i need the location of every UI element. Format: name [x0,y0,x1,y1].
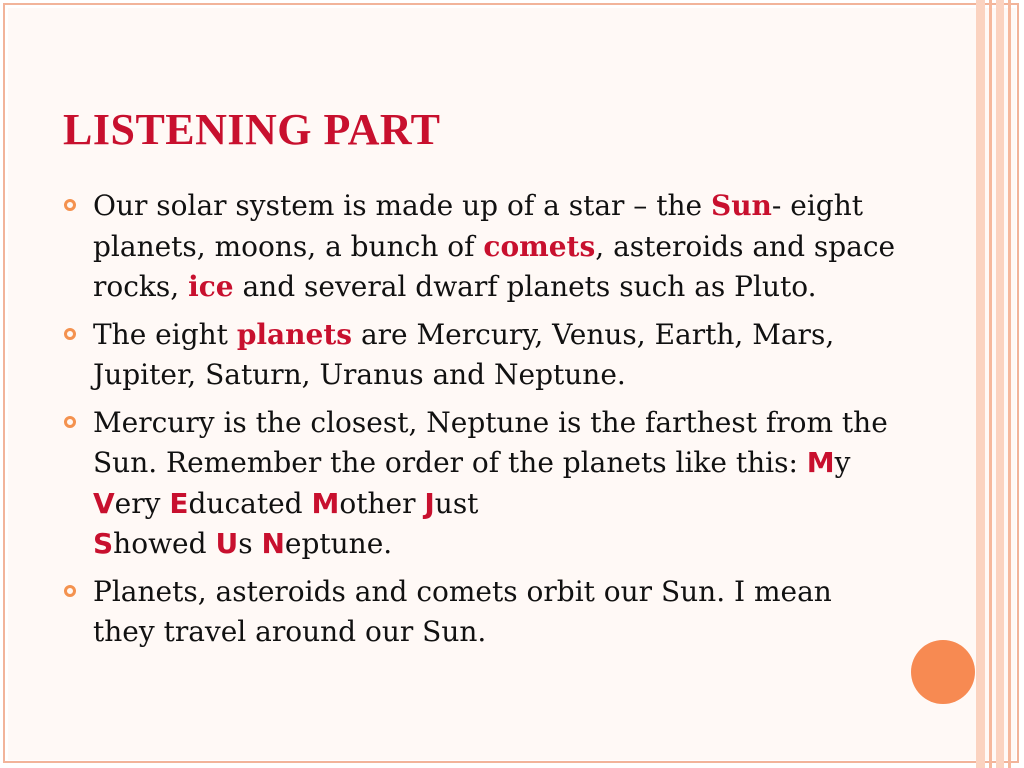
mnemonic-letter: J [424,486,435,520]
mnemonic-rest: other [339,486,425,520]
mnemonic-rest: ery [114,486,170,520]
bullet-text: Planets, asteroids and comets orbit our Sun. I mean they travel around our Sun. [93,574,832,648]
highlight-word: Sun [710,189,772,222]
accent-dot [911,640,975,704]
mnemonic-letter: M [311,486,340,520]
highlight-word: comets [483,229,596,263]
decor-stripe [989,0,992,768]
decor-stripe [996,0,1004,768]
decor-stripe [1008,0,1011,768]
mnemonic-letter: S [93,527,114,560]
mnemonic-letter: M [806,446,835,479]
bullet-ring-icon [64,585,76,597]
text-run: The eight [93,317,237,351]
mnemonic-rest: ust [434,486,479,520]
text-run: Mercury is the closest, Neptune is the farthest from the Sun. Remember the order of the planets like this: [93,405,888,479]
text-run: are Mercury, Venus, Earth, Mars, Jupiter, Saturn, Uranus and Neptune. [93,317,835,391]
mnemonic-rest: y [834,446,851,479]
bullet-item [62,572,902,653]
highlight-word: planets [236,317,353,351]
text-run: Our solar system is made up of a star – the [93,189,711,222]
mnemonic-rest: eptune. [284,527,393,560]
bullet-text [93,186,902,308]
mnemonic-letter: N [261,527,285,560]
mnemonic-letter: V [93,486,115,520]
bullet-text [93,403,902,565]
text-run: and several dwarf planets such as Pluto. [233,270,817,303]
bullet-list [62,186,902,660]
mnemonic-rest: howed [113,527,216,560]
mnemonic-rest: s [238,527,262,560]
slide-title: LISTENING PART [63,105,441,154]
highlight-word: ice [188,270,234,303]
bullet-text [93,315,902,396]
bullet-item [62,403,902,565]
mnemonic-letter: E [169,486,189,520]
text-run: - eight planets, moons, a bunch of [93,189,864,263]
bullet-ring-icon [64,328,76,340]
bullet-ring-icon [64,199,76,211]
mnemonic-rest: ducated [188,486,312,520]
bullet-item [62,186,902,308]
mnemonic-letter: U [215,527,239,560]
text-run: , asteroids and space rocks, [93,229,896,303]
bullet-item [62,315,902,396]
decor-stripe [976,0,985,768]
bullet-ring-icon [64,416,76,428]
